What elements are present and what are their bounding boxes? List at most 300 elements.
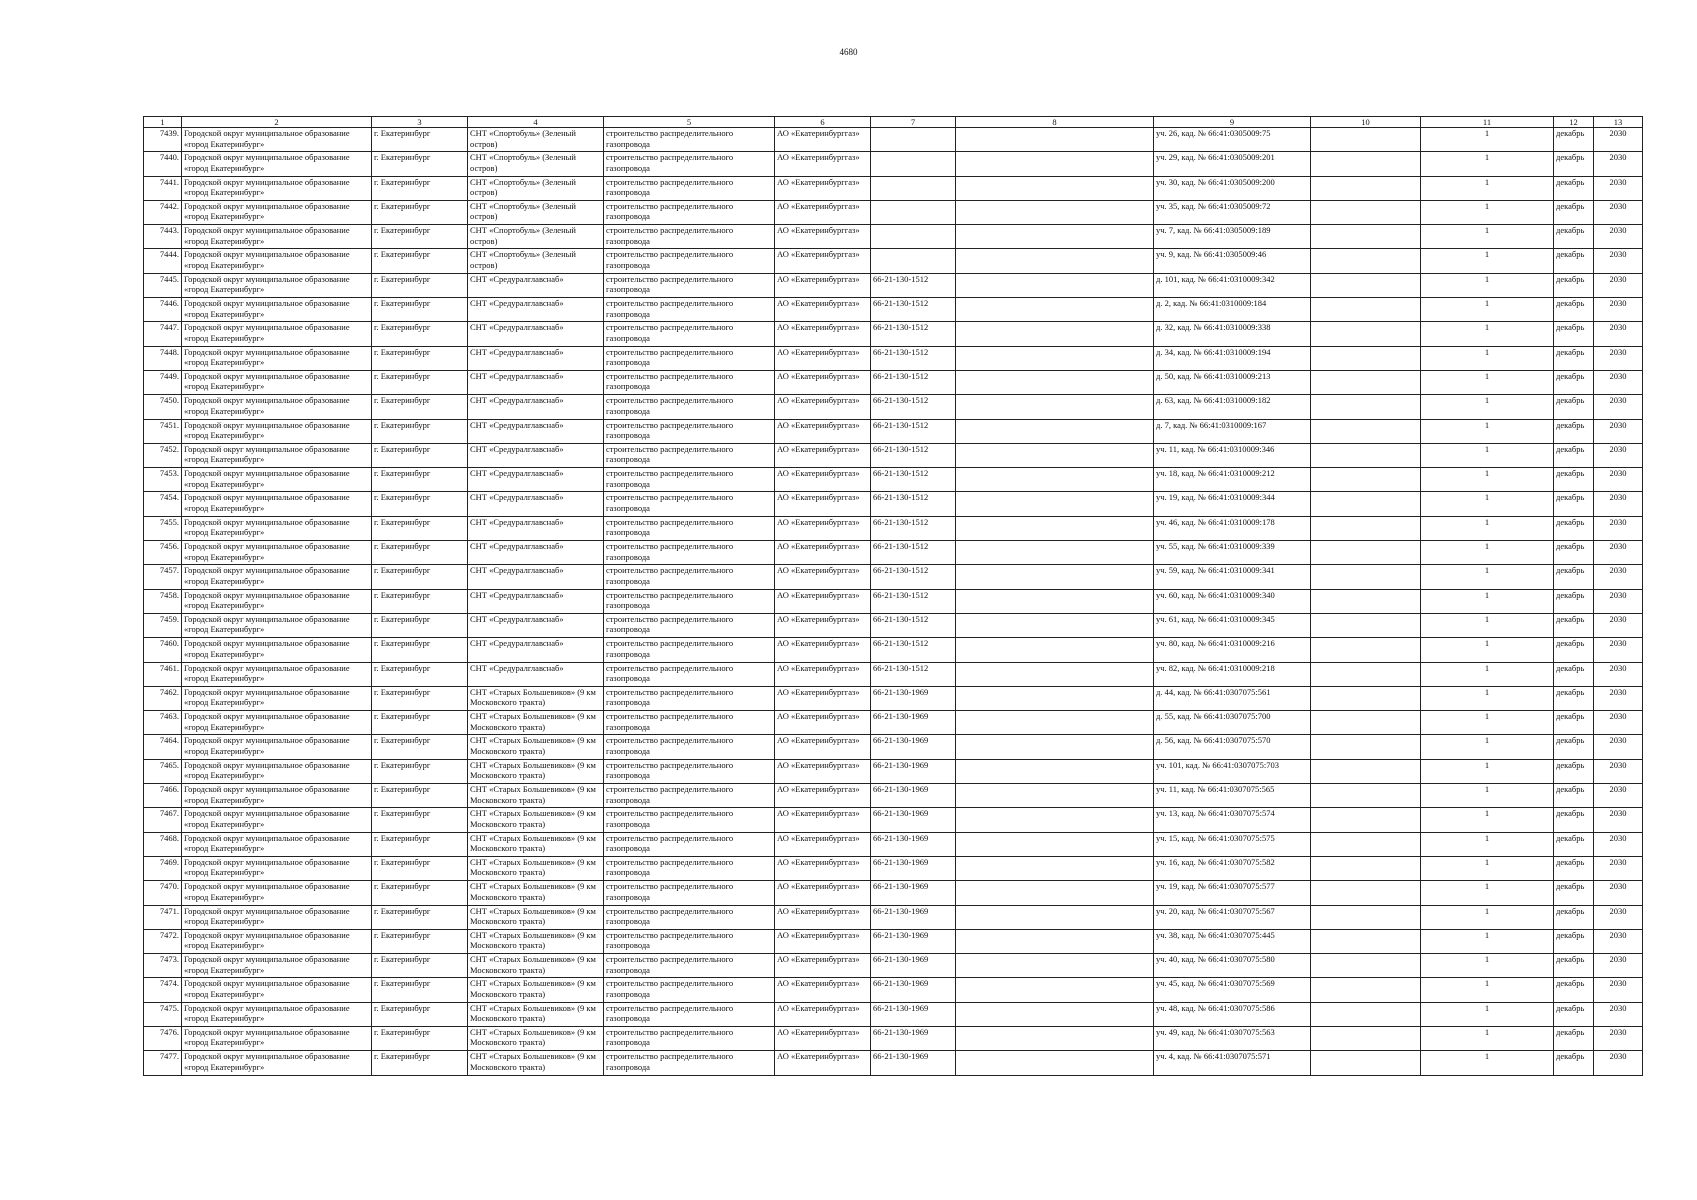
quantity-cell: 1 [1421, 443, 1554, 467]
row-number-cell: 7445. [144, 273, 182, 297]
column-8-cell [956, 516, 1154, 540]
locality-cell: г. Екатеринбург [372, 419, 468, 443]
locality-cell: г. Екатеринбург [372, 929, 468, 953]
table-row [144, 322, 1643, 346]
object-cell: СНТ «Средуралглавснаб» [468, 492, 604, 516]
month-cell: декабрь [1554, 492, 1594, 516]
year-cell: 2030 [1594, 541, 1643, 565]
year-cell: 2030 [1594, 686, 1643, 710]
work-cell: строительство распределительного газопровода [604, 346, 775, 370]
column-8-cell [956, 735, 1154, 759]
row-number-cell: 7473. [144, 954, 182, 978]
column-10-cell [1311, 565, 1421, 589]
column-header: 8 [956, 117, 1154, 128]
table-row [144, 589, 1643, 613]
object-cell: СНТ «Старых Большевиков» (9 км Московского тракта) [468, 759, 604, 783]
work-cell: строительство распределительного газопровода [604, 954, 775, 978]
locality-cell: г. Екатеринбург [372, 249, 468, 273]
year-cell: 2030 [1594, 468, 1643, 492]
row-number-cell: 7453. [144, 468, 182, 492]
locality-cell: г. Екатеринбург [372, 298, 468, 322]
locality-cell: г. Екатеринбург [372, 322, 468, 346]
org-cell: АО «Екатеринбурггаз» [775, 152, 871, 176]
row-number-cell: 7452. [144, 443, 182, 467]
district-cell: Городской округ муниципальное образование «город Екатеринбург» [182, 905, 372, 929]
work-cell: строительство распределительного газопровода [604, 273, 775, 297]
district-cell: Городской округ муниципальное образование «город Екатеринбург» [182, 468, 372, 492]
table-row [144, 298, 1643, 322]
plot-cell: уч. 11, кад. № 66:41:0310009:346 [1154, 443, 1311, 467]
table-row [144, 516, 1643, 540]
code-cell: 66-21-130-1969 [871, 784, 956, 808]
column-header: 13 [1594, 117, 1643, 128]
column-10-cell [1311, 225, 1421, 249]
work-cell: строительство распределительного газопровода [604, 759, 775, 783]
locality-cell: г. Екатеринбург [372, 395, 468, 419]
org-cell: АО «Екатеринбурггаз» [775, 1026, 871, 1050]
table-row [144, 613, 1643, 637]
plot-cell: д. 7, кад. № 66:41:0310009:167 [1154, 419, 1311, 443]
org-cell: АО «Екатеринбурггаз» [775, 128, 871, 152]
column-10-cell [1311, 881, 1421, 905]
plot-cell: д. 56, кад. № 66:41:0307075:570 [1154, 735, 1311, 759]
month-cell: декабрь [1554, 735, 1594, 759]
table-row [144, 273, 1643, 297]
column-8-cell [956, 978, 1154, 1002]
org-cell: АО «Екатеринбурггаз» [775, 735, 871, 759]
district-cell: Городской округ муниципальное образование «город Екатеринбург» [182, 395, 372, 419]
quantity-cell: 1 [1421, 929, 1554, 953]
row-number-cell: 7475. [144, 1002, 182, 1026]
district-cell: Городской округ муниципальное образование «город Екатеринбург» [182, 200, 372, 224]
plot-cell: уч. 4, кад. № 66:41:0307075:571 [1154, 1051, 1311, 1075]
row-number-cell: 7468. [144, 832, 182, 856]
column-10-cell [1311, 468, 1421, 492]
object-cell: СНТ «Средуралглавснаб» [468, 370, 604, 394]
plot-cell: уч. 61, кад. № 66:41:0310009:345 [1154, 613, 1311, 637]
month-cell: декабрь [1554, 565, 1594, 589]
org-cell: АО «Екатеринбурггаз» [775, 1002, 871, 1026]
column-10-cell [1311, 128, 1421, 152]
quantity-cell: 1 [1421, 200, 1554, 224]
district-cell: Городской округ муниципальное образование «город Екатеринбург» [182, 784, 372, 808]
locality-cell: г. Екатеринбург [372, 1026, 468, 1050]
year-cell: 2030 [1594, 978, 1643, 1002]
table-row [144, 929, 1643, 953]
column-8-cell [956, 322, 1154, 346]
row-number-cell: 7449. [144, 370, 182, 394]
org-cell: АО «Екатеринбурггаз» [775, 759, 871, 783]
plot-cell: уч. 30, кад. № 66:41:0305009:200 [1154, 176, 1311, 200]
row-number-cell: 7469. [144, 856, 182, 880]
column-10-cell [1311, 1051, 1421, 1075]
quantity-cell: 1 [1421, 832, 1554, 856]
code-cell: 66-21-130-1969 [871, 954, 956, 978]
column-8-cell [956, 832, 1154, 856]
column-8-cell [956, 200, 1154, 224]
row-number-cell: 7460. [144, 638, 182, 662]
row-number-cell: 7443. [144, 225, 182, 249]
quantity-cell: 1 [1421, 735, 1554, 759]
work-cell: строительство распределительного газопровода [604, 298, 775, 322]
quantity-cell: 1 [1421, 346, 1554, 370]
column-8-cell [956, 419, 1154, 443]
row-number-cell: 7446. [144, 298, 182, 322]
work-cell: строительство распределительного газопровода [604, 978, 775, 1002]
code-cell: 66-21-130-1512 [871, 322, 956, 346]
code-cell: 66-21-130-1969 [871, 711, 956, 735]
quantity-cell: 1 [1421, 856, 1554, 880]
locality-cell: г. Екатеринбург [372, 128, 468, 152]
year-cell: 2030 [1594, 856, 1643, 880]
year-cell: 2030 [1594, 1002, 1643, 1026]
row-number-cell: 7461. [144, 662, 182, 686]
object-cell: СНТ «Средуралглавснаб» [468, 613, 604, 637]
table-row [144, 176, 1643, 200]
org-cell: АО «Екатеринбурггаз» [775, 565, 871, 589]
year-cell: 2030 [1594, 735, 1643, 759]
table-row [144, 1002, 1643, 1026]
work-cell: строительство распределительного газопровода [604, 516, 775, 540]
work-cell: строительство распределительного газопровода [604, 225, 775, 249]
org-cell: АО «Екатеринбурггаз» [775, 711, 871, 735]
quantity-cell: 1 [1421, 662, 1554, 686]
locality-cell: г. Екатеринбург [372, 1002, 468, 1026]
register-table [143, 116, 1643, 1076]
district-cell: Городской округ муниципальное образование «город Екатеринбург» [182, 1051, 372, 1075]
row-number-cell: 7456. [144, 541, 182, 565]
column-8-cell [956, 1051, 1154, 1075]
quantity-cell: 1 [1421, 468, 1554, 492]
quantity-cell: 1 [1421, 978, 1554, 1002]
object-cell: СНТ «Спортобуль» (Зеленый остров) [468, 152, 604, 176]
plot-cell: д. 44, кад. № 66:41:0307075:561 [1154, 686, 1311, 710]
column-10-cell [1311, 492, 1421, 516]
month-cell: декабрь [1554, 541, 1594, 565]
column-header: 2 [182, 117, 372, 128]
plot-cell: уч. 38, кад. № 66:41:0307075:445 [1154, 929, 1311, 953]
org-cell: АО «Екатеринбурггаз» [775, 176, 871, 200]
table-row [144, 346, 1643, 370]
work-cell: строительство распределительного газопровода [604, 832, 775, 856]
table-row [144, 881, 1643, 905]
district-cell: Городской округ муниципальное образование «город Екатеринбург» [182, 735, 372, 759]
work-cell: строительство распределительного газопровода [604, 784, 775, 808]
month-cell: декабрь [1554, 711, 1594, 735]
table-row [144, 200, 1643, 224]
column-10-cell [1311, 346, 1421, 370]
plot-cell: уч. 55, кад. № 66:41:0310009:339 [1154, 541, 1311, 565]
plot-cell: уч. 80, кад. № 66:41:0310009:216 [1154, 638, 1311, 662]
table-row [144, 1051, 1643, 1075]
work-cell: строительство распределительного газопровода [604, 613, 775, 637]
year-cell: 2030 [1594, 759, 1643, 783]
plot-cell: уч. 45, кад. № 66:41:0307075:569 [1154, 978, 1311, 1002]
year-cell: 2030 [1594, 516, 1643, 540]
locality-cell: г. Екатеринбург [372, 492, 468, 516]
month-cell: декабрь [1554, 686, 1594, 710]
column-8-cell [956, 1026, 1154, 1050]
plot-cell: д. 2, кад. № 66:41:0310009:184 [1154, 298, 1311, 322]
column-10-cell [1311, 1002, 1421, 1026]
org-cell: АО «Екатеринбурггаз» [775, 395, 871, 419]
year-cell: 2030 [1594, 589, 1643, 613]
column-10-cell [1311, 541, 1421, 565]
work-cell: строительство распределительного газопровода [604, 468, 775, 492]
column-8-cell [956, 662, 1154, 686]
column-8-cell [956, 152, 1154, 176]
year-cell: 2030 [1594, 200, 1643, 224]
code-cell: 66-21-130-1969 [871, 978, 956, 1002]
month-cell: декабрь [1554, 128, 1594, 152]
work-cell: строительство распределительного газопровода [604, 322, 775, 346]
object-cell: СНТ «Средуралглавснаб» [468, 322, 604, 346]
table-row [144, 735, 1643, 759]
quantity-cell: 1 [1421, 759, 1554, 783]
year-cell: 2030 [1594, 249, 1643, 273]
org-cell: АО «Екатеринбурггаз» [775, 905, 871, 929]
plot-cell: уч. 9, кад. № 66:41:0305009:46 [1154, 249, 1311, 273]
column-8-cell [956, 613, 1154, 637]
district-cell: Городской округ муниципальное образование «город Екатеринбург» [182, 856, 372, 880]
row-number-cell: 7439. [144, 128, 182, 152]
year-cell: 2030 [1594, 662, 1643, 686]
org-cell: АО «Екатеринбурггаз» [775, 273, 871, 297]
district-cell: Городской округ муниципальное образование «город Екатеринбург» [182, 298, 372, 322]
column-8-cell [956, 298, 1154, 322]
org-cell: АО «Екатеринбурггаз» [775, 784, 871, 808]
column-10-cell [1311, 1026, 1421, 1050]
district-cell: Городской округ муниципальное образование «город Екатеринбург» [182, 662, 372, 686]
column-10-cell [1311, 419, 1421, 443]
quantity-cell: 1 [1421, 613, 1554, 637]
district-cell: Городской округ муниципальное образование «город Екатеринбург» [182, 686, 372, 710]
work-cell: строительство распределительного газопровода [604, 686, 775, 710]
column-8-cell [956, 541, 1154, 565]
code-cell: 66-21-130-1512 [871, 589, 956, 613]
work-cell: строительство распределительного газопровода [604, 492, 775, 516]
district-cell: Городской округ муниципальное образование «город Екатеринбург» [182, 128, 372, 152]
object-cell: СНТ «Старых Большевиков» (9 км Московского тракта) [468, 784, 604, 808]
locality-cell: г. Екатеринбург [372, 443, 468, 467]
quantity-cell: 1 [1421, 686, 1554, 710]
row-number-cell: 7444. [144, 249, 182, 273]
header-row [144, 117, 1643, 128]
row-number-cell: 7441. [144, 176, 182, 200]
plot-cell: уч. 26, кад. № 66:41:0305009:75 [1154, 128, 1311, 152]
district-cell: Городской округ муниципальное образование «город Екатеринбург» [182, 322, 372, 346]
code-cell: 66-21-130-1969 [871, 1002, 956, 1026]
locality-cell: г. Екатеринбург [372, 759, 468, 783]
column-10-cell [1311, 395, 1421, 419]
locality-cell: г. Екатеринбург [372, 1051, 468, 1075]
column-8-cell [956, 176, 1154, 200]
locality-cell: г. Екатеринбург [372, 954, 468, 978]
column-8-cell [956, 856, 1154, 880]
quantity-cell: 1 [1421, 905, 1554, 929]
locality-cell: г. Екатеринбург [372, 832, 468, 856]
table-row [144, 443, 1643, 467]
org-cell: АО «Екатеринбурггаз» [775, 954, 871, 978]
district-cell: Городской округ муниципальное образование «город Екатеринбург» [182, 516, 372, 540]
year-cell: 2030 [1594, 929, 1643, 953]
year-cell: 2030 [1594, 298, 1643, 322]
row-number-cell: 7474. [144, 978, 182, 1002]
quantity-cell: 1 [1421, 225, 1554, 249]
month-cell: декабрь [1554, 1002, 1594, 1026]
year-cell: 2030 [1594, 176, 1643, 200]
org-cell: АО «Екатеринбурггаз» [775, 881, 871, 905]
table-row [144, 662, 1643, 686]
row-number-cell: 7450. [144, 395, 182, 419]
year-cell: 2030 [1594, 152, 1643, 176]
code-cell [871, 225, 956, 249]
code-cell: 66-21-130-1969 [871, 832, 956, 856]
quantity-cell: 1 [1421, 128, 1554, 152]
page-number: 4680 [839, 47, 858, 57]
locality-cell: г. Екатеринбург [372, 711, 468, 735]
table-row [144, 492, 1643, 516]
locality-cell: г. Екатеринбург [372, 541, 468, 565]
plot-cell: д. 34, кад. № 66:41:0310009:194 [1154, 346, 1311, 370]
quantity-cell: 1 [1421, 298, 1554, 322]
code-cell: 66-21-130-1512 [871, 492, 956, 516]
column-8-cell [956, 686, 1154, 710]
district-cell: Городской округ муниципальное образование «город Екатеринбург» [182, 759, 372, 783]
column-10-cell [1311, 322, 1421, 346]
column-10-cell [1311, 735, 1421, 759]
object-cell: СНТ «Спортобуль» (Зеленый остров) [468, 176, 604, 200]
month-cell: декабрь [1554, 784, 1594, 808]
year-cell: 2030 [1594, 905, 1643, 929]
object-cell: СНТ «Средуралглавснаб» [468, 541, 604, 565]
work-cell: строительство распределительного газопровода [604, 419, 775, 443]
column-10-cell [1311, 370, 1421, 394]
district-cell: Городской округ муниципальное образование «город Екатеринбург» [182, 978, 372, 1002]
object-cell: СНТ «Старых Большевиков» (9 км Московского тракта) [468, 1026, 604, 1050]
row-number-cell: 7477. [144, 1051, 182, 1075]
month-cell: декабрь [1554, 662, 1594, 686]
row-number-cell: 7457. [144, 565, 182, 589]
plot-cell: д. 50, кад. № 66:41:0310009:213 [1154, 370, 1311, 394]
object-cell: СНТ «Средуралглавснаб» [468, 589, 604, 613]
row-number-cell: 7462. [144, 686, 182, 710]
column-header: 4 [468, 117, 604, 128]
object-cell: СНТ «Средуралглавснаб» [468, 346, 604, 370]
district-cell: Городской округ муниципальное образование «город Екатеринбург» [182, 443, 372, 467]
column-8-cell [956, 249, 1154, 273]
org-cell: АО «Екатеринбурггаз» [775, 492, 871, 516]
object-cell: СНТ «Старых Большевиков» (9 км Московского тракта) [468, 905, 604, 929]
column-header: 6 [775, 117, 871, 128]
table-row [144, 954, 1643, 978]
object-cell: СНТ «Средуралглавснаб» [468, 516, 604, 540]
plot-cell: уч. 18, кад. № 66:41:0310009:212 [1154, 468, 1311, 492]
year-cell: 2030 [1594, 565, 1643, 589]
quantity-cell: 1 [1421, 1026, 1554, 1050]
column-header: 9 [1154, 117, 1311, 128]
code-cell: 66-21-130-1512 [871, 468, 956, 492]
org-cell: АО «Екатеринбурггаз» [775, 322, 871, 346]
plot-cell: уч. 20, кад. № 66:41:0307075:567 [1154, 905, 1311, 929]
month-cell: декабрь [1554, 322, 1594, 346]
quantity-cell: 1 [1421, 784, 1554, 808]
quantity-cell: 1 [1421, 541, 1554, 565]
column-10-cell [1311, 589, 1421, 613]
plot-cell: д. 55, кад. № 66:41:0307075:700 [1154, 711, 1311, 735]
month-cell: декабрь [1554, 759, 1594, 783]
year-cell: 2030 [1594, 346, 1643, 370]
column-10-cell [1311, 638, 1421, 662]
column-10-cell [1311, 905, 1421, 929]
quantity-cell: 1 [1421, 711, 1554, 735]
object-cell: СНТ «Средуралглавснаб» [468, 468, 604, 492]
code-cell: 66-21-130-1969 [871, 735, 956, 759]
row-number-cell: 7463. [144, 711, 182, 735]
locality-cell: г. Екатеринбург [372, 978, 468, 1002]
row-number-cell: 7455. [144, 516, 182, 540]
column-8-cell [956, 711, 1154, 735]
code-cell: 66-21-130-1512 [871, 273, 956, 297]
column-8-cell [956, 225, 1154, 249]
month-cell: декабрь [1554, 225, 1594, 249]
code-cell: 66-21-130-1512 [871, 516, 956, 540]
row-number-cell: 7459. [144, 613, 182, 637]
work-cell: строительство распределительного газопровода [604, 589, 775, 613]
district-cell: Городской округ муниципальное образование «город Екатеринбург» [182, 638, 372, 662]
plot-cell: уч. 60, кад. № 66:41:0310009:340 [1154, 589, 1311, 613]
table-row [144, 128, 1643, 152]
object-cell: СНТ «Старых Большевиков» (9 км Московского тракта) [468, 929, 604, 953]
quantity-cell: 1 [1421, 152, 1554, 176]
column-header: 10 [1311, 117, 1421, 128]
quantity-cell: 1 [1421, 638, 1554, 662]
quantity-cell: 1 [1421, 516, 1554, 540]
column-8-cell [956, 881, 1154, 905]
work-cell: строительство распределительного газопровода [604, 1026, 775, 1050]
org-cell: АО «Екатеринбурггаз» [775, 419, 871, 443]
org-cell: АО «Екатеринбурггаз» [775, 808, 871, 832]
plot-cell: д. 63, кад. № 66:41:0310009:182 [1154, 395, 1311, 419]
district-cell: Городской округ муниципальное образование «город Екатеринбург» [182, 346, 372, 370]
table-row [144, 565, 1643, 589]
table-row [144, 370, 1643, 394]
work-cell: строительство распределительного газопровода [604, 929, 775, 953]
row-number-cell: 7472. [144, 929, 182, 953]
object-cell: СНТ «Старых Большевиков» (9 км Московского тракта) [468, 808, 604, 832]
object-cell: СНТ «Старых Большевиков» (9 км Московского тракта) [468, 735, 604, 759]
month-cell: декабрь [1554, 978, 1594, 1002]
district-cell: Городской округ муниципальное образование «город Екатеринбург» [182, 589, 372, 613]
column-10-cell [1311, 832, 1421, 856]
work-cell: строительство распределительного газопровода [604, 128, 775, 152]
plot-cell: уч. 82, кад. № 66:41:0310009:218 [1154, 662, 1311, 686]
object-cell: СНТ «Спортобуль» (Зеленый остров) [468, 249, 604, 273]
work-cell: строительство распределительного газопровода [604, 443, 775, 467]
code-cell: 66-21-130-1512 [871, 565, 956, 589]
month-cell: декабрь [1554, 832, 1594, 856]
row-number-cell: 7440. [144, 152, 182, 176]
district-cell: Городской округ муниципальное образование «город Екатеринбург» [182, 1002, 372, 1026]
row-number-cell: 7470. [144, 881, 182, 905]
object-cell: СНТ «Старых Большевиков» (9 км Московского тракта) [468, 1002, 604, 1026]
plot-cell: уч. 16, кад. № 66:41:0307075:582 [1154, 856, 1311, 880]
table-row [144, 419, 1643, 443]
column-8-cell [956, 492, 1154, 516]
column-8-cell [956, 1002, 1154, 1026]
column-header: 3 [372, 117, 468, 128]
district-cell: Городской округ муниципальное образование «город Екатеринбург» [182, 249, 372, 273]
